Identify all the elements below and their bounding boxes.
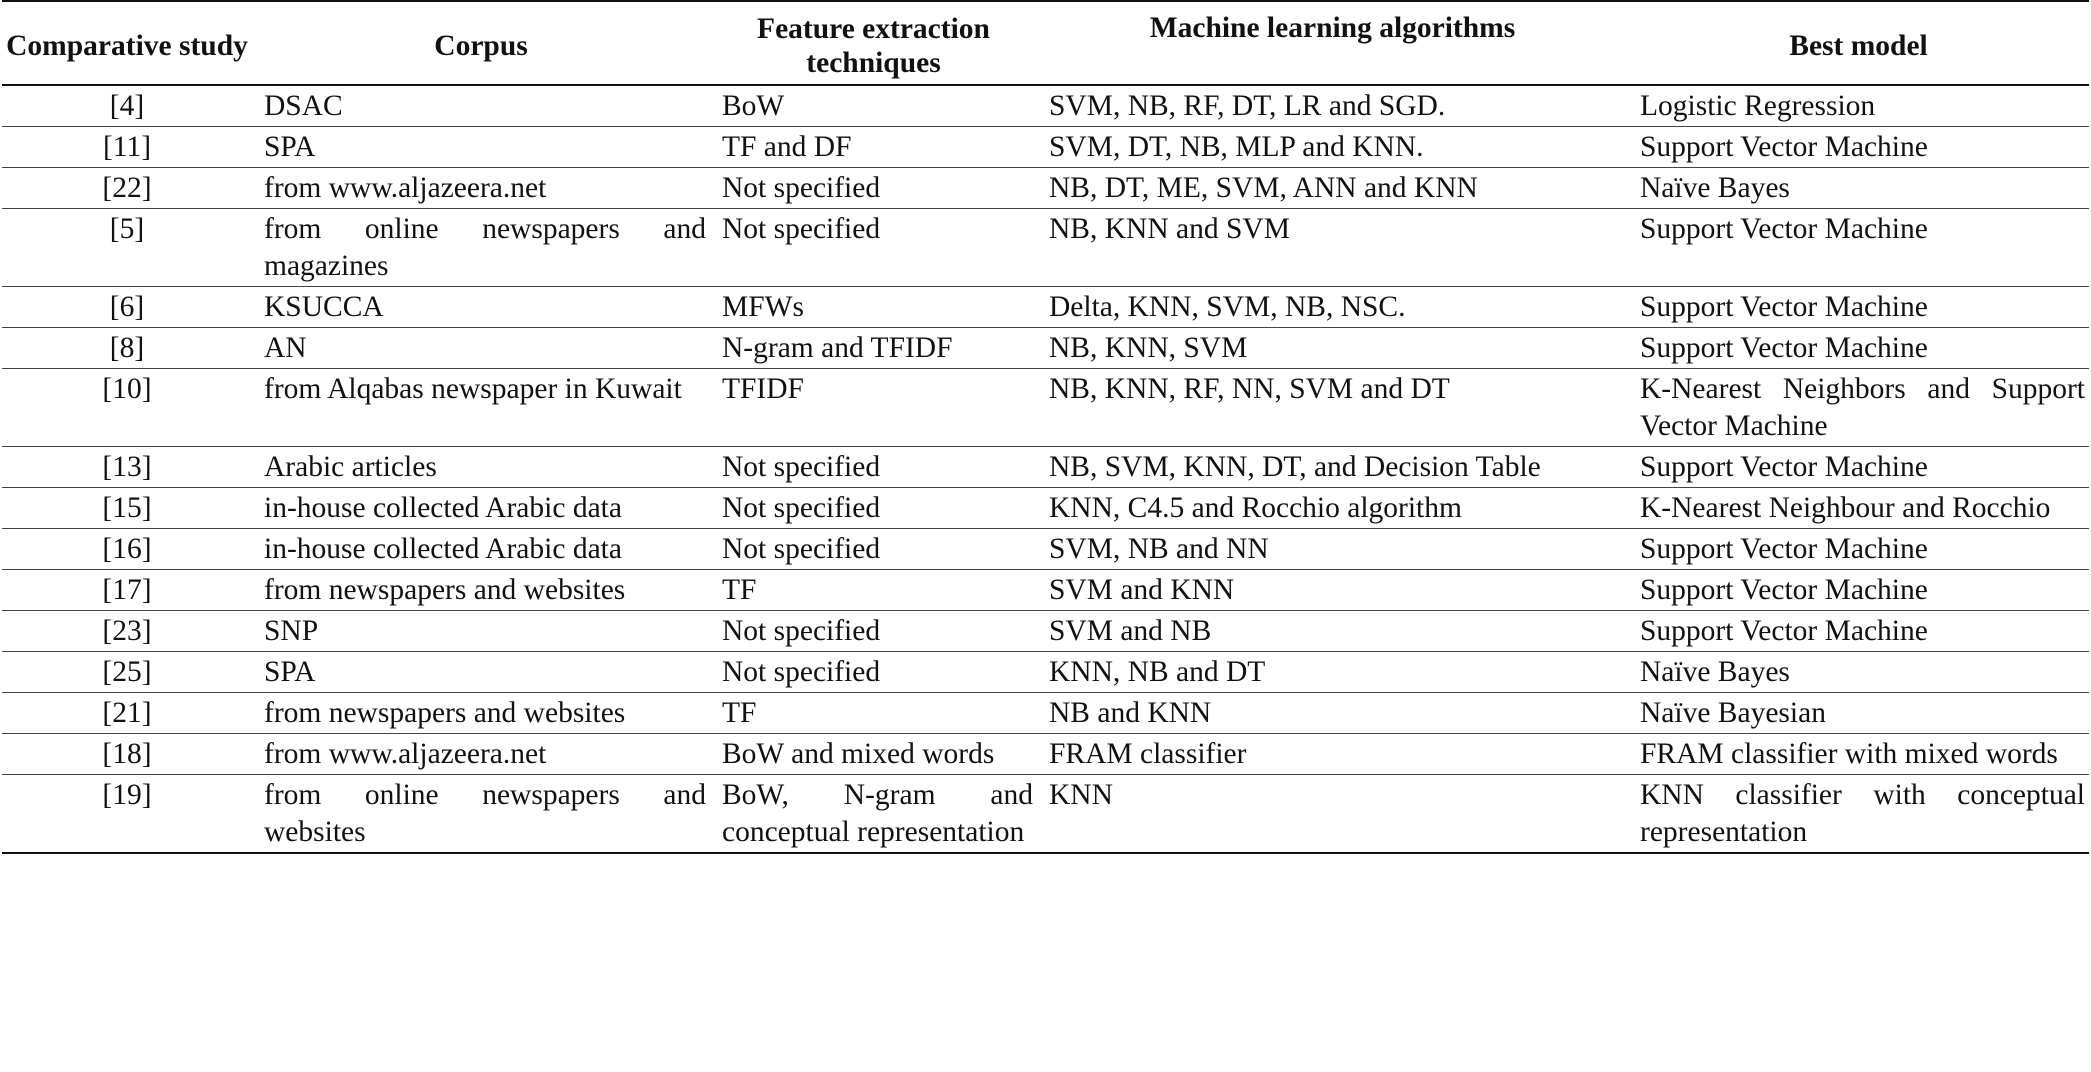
cell-corpus: from newspapers and websites	[252, 693, 710, 734]
cell-corpus: in-house collected Arabic data	[252, 529, 710, 570]
header-row	[2, 1, 2089, 85]
cell-corpus: KSUCCA	[252, 287, 710, 328]
cell-feature-extraction: N-gram and TFIDF	[710, 328, 1037, 369]
cell-best-model: Support Vector Machine	[1628, 570, 2089, 611]
cell-feature-extraction: TF	[710, 570, 1037, 611]
cell-corpus: from Alqabas newspaper in Kuwait	[252, 369, 710, 447]
cell-ml-algorithms: Delta, KNN, SVM, NB, NSC.	[1037, 287, 1628, 328]
cell-comparative-study: [8]	[2, 328, 252, 369]
cell-ml-algorithms: NB, KNN, RF, NN, SVM and DT	[1037, 369, 1628, 447]
cell-corpus: SPA	[252, 127, 710, 168]
cell-feature-extraction: Not specified	[710, 447, 1037, 488]
cell-feature-extraction: BoW	[710, 85, 1037, 127]
table-body	[2, 85, 2089, 853]
table-row	[2, 168, 2089, 209]
comparative-studies-table	[2, 0, 2089, 854]
cell-feature-extraction: TF	[710, 693, 1037, 734]
cell-corpus: from online newspapers and magazines	[252, 209, 710, 287]
cell-ml-algorithms: KNN, NB and DT	[1037, 652, 1628, 693]
cell-best-model: Logistic Regression	[1628, 85, 2089, 127]
cell-comparative-study: [16]	[2, 529, 252, 570]
header-ml-algorithms: Machine learning algorithms	[1037, 1, 1628, 85]
cell-comparative-study: [15]	[2, 488, 252, 529]
cell-comparative-study: [5]	[2, 209, 252, 287]
table-row	[2, 447, 2089, 488]
cell-best-model: FRAM classifier with mixed words	[1628, 734, 2089, 775]
cell-feature-extraction: Not specified	[710, 652, 1037, 693]
table-row	[2, 570, 2089, 611]
cell-feature-extraction: BoW, N-gram and conceptual representation	[710, 775, 1037, 854]
cell-corpus: from online newspapers and websites	[252, 775, 710, 854]
table-row	[2, 775, 2089, 854]
cell-best-model: KNN classifier with conceptual representation	[1628, 775, 2089, 854]
cell-best-model: Support Vector Machine	[1628, 611, 2089, 652]
table-row	[2, 127, 2089, 168]
cell-comparative-study: [11]	[2, 127, 252, 168]
cell-best-model: Support Vector Machine	[1628, 287, 2089, 328]
cell-ml-algorithms: KNN, C4.5 and Rocchio algorithm	[1037, 488, 1628, 529]
cell-comparative-study: [13]	[2, 447, 252, 488]
cell-comparative-study: [25]	[2, 652, 252, 693]
cell-ml-algorithms: KNN	[1037, 775, 1628, 854]
cell-feature-extraction: Not specified	[710, 209, 1037, 287]
table-header	[2, 1, 2089, 85]
cell-feature-extraction: BoW and mixed words	[710, 734, 1037, 775]
table-row	[2, 85, 2089, 127]
cell-ml-algorithms: NB, SVM, KNN, DT, and Decision Table	[1037, 447, 1628, 488]
table-row	[2, 611, 2089, 652]
cell-feature-extraction: Not specified	[710, 488, 1037, 529]
cell-corpus: from www.aljazeera.net	[252, 168, 710, 209]
cell-comparative-study: [21]	[2, 693, 252, 734]
cell-best-model: Naïve Bayesian	[1628, 693, 2089, 734]
cell-comparative-study: [4]	[2, 85, 252, 127]
cell-corpus: from www.aljazeera.net	[252, 734, 710, 775]
cell-feature-extraction: MFWs	[710, 287, 1037, 328]
cell-ml-algorithms: NB and KNN	[1037, 693, 1628, 734]
cell-comparative-study: [6]	[2, 287, 252, 328]
cell-best-model: Support Vector Machine	[1628, 328, 2089, 369]
cell-feature-extraction: Not specified	[710, 611, 1037, 652]
cell-ml-algorithms: SVM, NB, RF, DT, LR and SGD.	[1037, 85, 1628, 127]
cell-ml-algorithms: SVM, DT, NB, MLP and KNN.	[1037, 127, 1628, 168]
cell-best-model: K-Nearest Neighbour and Rocchio	[1628, 488, 2089, 529]
table-row	[2, 652, 2089, 693]
table-row	[2, 488, 2089, 529]
cell-feature-extraction: Not specified	[710, 168, 1037, 209]
cell-comparative-study: [19]	[2, 775, 252, 854]
cell-comparative-study: [17]	[2, 570, 252, 611]
table-row	[2, 369, 2089, 447]
cell-comparative-study: [10]	[2, 369, 252, 447]
cell-feature-extraction: TF and DF	[710, 127, 1037, 168]
cell-corpus: SNP	[252, 611, 710, 652]
cell-comparative-study: [22]	[2, 168, 252, 209]
cell-best-model: Support Vector Machine	[1628, 209, 2089, 287]
cell-corpus: SPA	[252, 652, 710, 693]
cell-corpus: Arabic articles	[252, 447, 710, 488]
cell-best-model: K-Nearest Neighbors and Support Vector Machine	[1628, 369, 2089, 447]
table-row	[2, 328, 2089, 369]
cell-best-model: Naïve Bayes	[1628, 168, 2089, 209]
cell-ml-algorithms: NB, DT, ME, SVM, ANN and KNN	[1037, 168, 1628, 209]
cell-best-model: Naïve Bayes	[1628, 652, 2089, 693]
cell-comparative-study: [18]	[2, 734, 252, 775]
cell-comparative-study: [23]	[2, 611, 252, 652]
cell-best-model: Support Vector Machine	[1628, 127, 2089, 168]
cell-best-model: Support Vector Machine	[1628, 447, 2089, 488]
cell-corpus: AN	[252, 328, 710, 369]
table-row	[2, 287, 2089, 328]
header-feature-extraction: Feature extraction techniques	[710, 1, 1037, 85]
table-row	[2, 693, 2089, 734]
cell-best-model: Support Vector Machine	[1628, 529, 2089, 570]
cell-feature-extraction: Not specified	[710, 529, 1037, 570]
header-corpus: Corpus	[252, 1, 710, 85]
table-row	[2, 529, 2089, 570]
cell-ml-algorithms: NB, KNN, SVM	[1037, 328, 1628, 369]
cell-ml-algorithms: SVM and KNN	[1037, 570, 1628, 611]
cell-ml-algorithms: FRAM classifier	[1037, 734, 1628, 775]
table-row	[2, 209, 2089, 287]
cell-corpus: in-house collected Arabic data	[252, 488, 710, 529]
cell-ml-algorithms: SVM and NB	[1037, 611, 1628, 652]
table-row	[2, 734, 2089, 775]
cell-corpus: DSAC	[252, 85, 710, 127]
cell-feature-extraction: TFIDF	[710, 369, 1037, 447]
cell-corpus: from newspapers and websites	[252, 570, 710, 611]
header-best-model: Best model	[1628, 1, 2089, 85]
header-comparative-study: Comparative study	[2, 1, 252, 85]
cell-ml-algorithms: NB, KNN and SVM	[1037, 209, 1628, 287]
cell-ml-algorithms: SVM, NB and NN	[1037, 529, 1628, 570]
